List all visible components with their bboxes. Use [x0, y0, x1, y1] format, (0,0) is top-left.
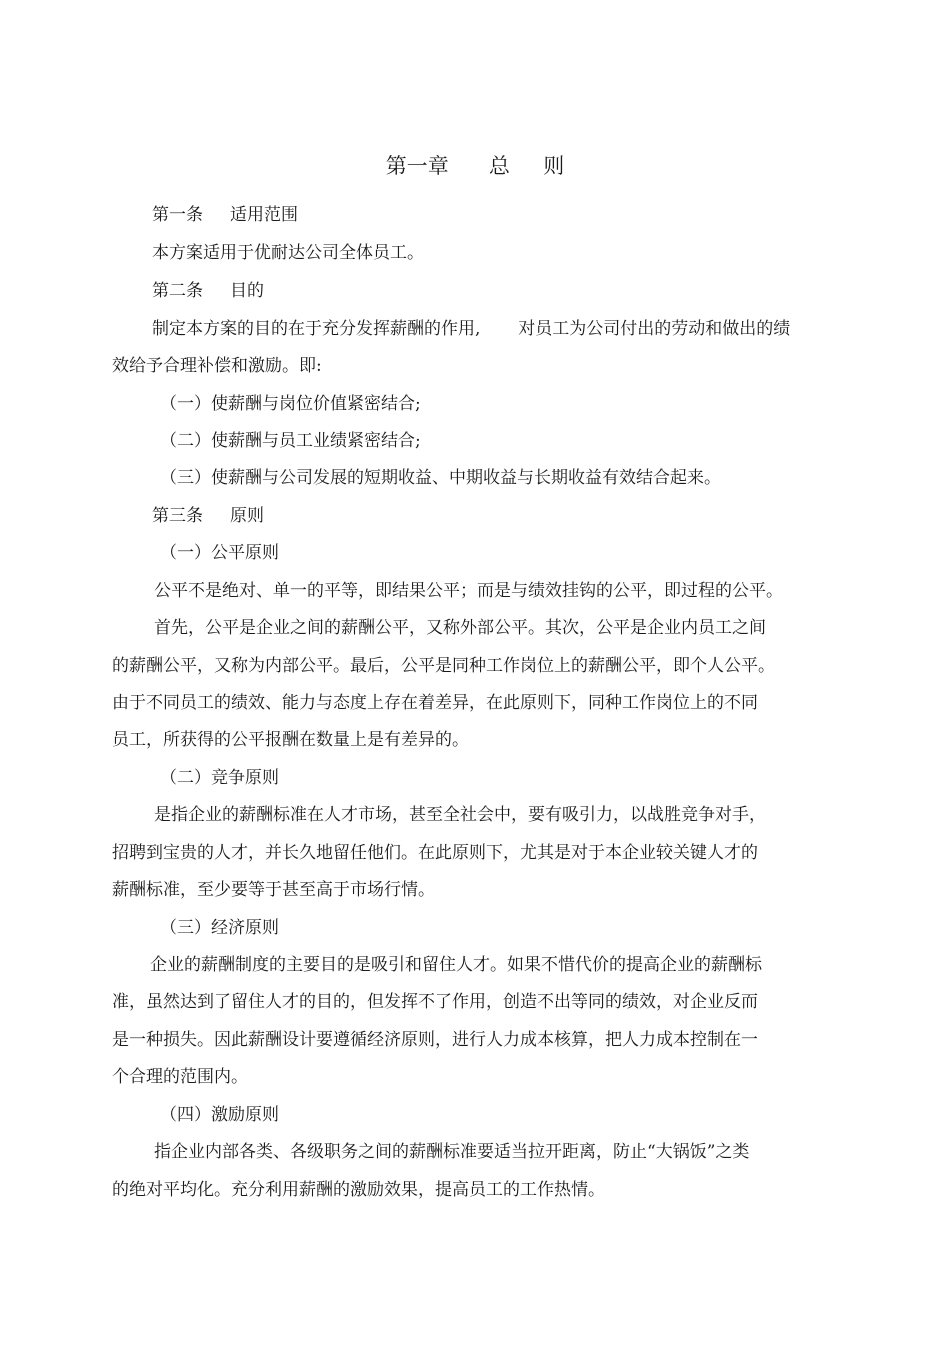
paragraph-line: 首先，公平是企业之间的薪酬公平，又称外部公平。其次，公平是企业内员工之间 — [154, 618, 766, 638]
paragraph-line: 个合理的范围内。 — [112, 1067, 248, 1087]
paragraph-line: 招聘到宝贵的人才，并长久地留任他们。在此原则下，尤其是对于本企业较关键人才的 — [112, 843, 758, 863]
paragraph-line: 薪酬标准，至少要等于甚至高于市场行情。 — [112, 880, 435, 900]
list-item: （三）使薪酬与公司发展的短期收益、中期收益与长期收益有效结合起来。 — [160, 468, 721, 488]
paragraph-line: 是指企业的薪酬标准在人才市场，甚至全社会中，要有吸引力，以战胜竞争对手， — [154, 805, 766, 825]
paragraph-line: 制定本方案的目的在于充分发挥薪酬的作用, 对员工为公司付出的劳动和做出的绩 — [152, 319, 791, 339]
paragraph-line: 本方案适用于优耐达公司全体员工。 — [152, 243, 424, 263]
section-heading: （三）经济原则 — [160, 918, 279, 938]
section-heading: （四）激励原则 — [160, 1105, 279, 1125]
paragraph-line: 公平不是绝对、单一的平等，即结果公平；而是与绩效挂钩的公平，即过程的公平。 — [154, 581, 783, 601]
paragraph-line: 指企业内部各类、各级职务之间的薪酬标准要适当拉开距离，防止“大锅饭”之类 — [154, 1142, 750, 1162]
paragraph-line: 企业的薪酬制度的主要目的是吸引和留住人才。如果不惜代价的提高企业的薪酬标 — [150, 955, 762, 975]
paragraph-line: 是一种损失。因此薪酬设计要遵循经济原则，进行人力成本核算，把人力成本控制在一 — [112, 1030, 758, 1050]
article-1-heading: 第一条 适用范围 — [152, 205, 299, 225]
article-2-heading: 第二条 目的 — [152, 281, 265, 301]
paragraph-line: 员工，所获得的公平报酬在数量上是有差异的。 — [112, 730, 469, 750]
list-item: （二）使薪酬与员工业绩紧密结合; — [160, 431, 421, 451]
section-heading: （二）竞争原则 — [160, 768, 279, 788]
section-heading: （一）公平原则 — [160, 543, 279, 563]
paragraph-line: 的薪酬公平，又称为内部公平。最后，公平是同种工作岗位上的薪酬公平，即个人公平。 — [112, 656, 775, 676]
chapter-title: 第一章 总 则 — [385, 154, 565, 178]
list-item: （一）使薪酬与岗位价值紧密结合; — [160, 394, 421, 414]
paragraph-line: 效给予合理补偿和激励。即: — [112, 356, 322, 376]
article-3-heading: 第三条 原则 — [152, 506, 265, 526]
paragraph-line: 由于不同员工的绩效、能力与态度上存在着差异，在此原则下，同种工作岗位上的不同 — [112, 693, 758, 713]
paragraph-line: 的绝对平均化。充分利用薪酬的激励效果，提高员工的工作热情。 — [112, 1180, 605, 1200]
paragraph-line: 准，虽然达到了留住人才的目的，但发挥不了作用，创造不出等同的绩效，对企业反而 — [112, 992, 758, 1012]
